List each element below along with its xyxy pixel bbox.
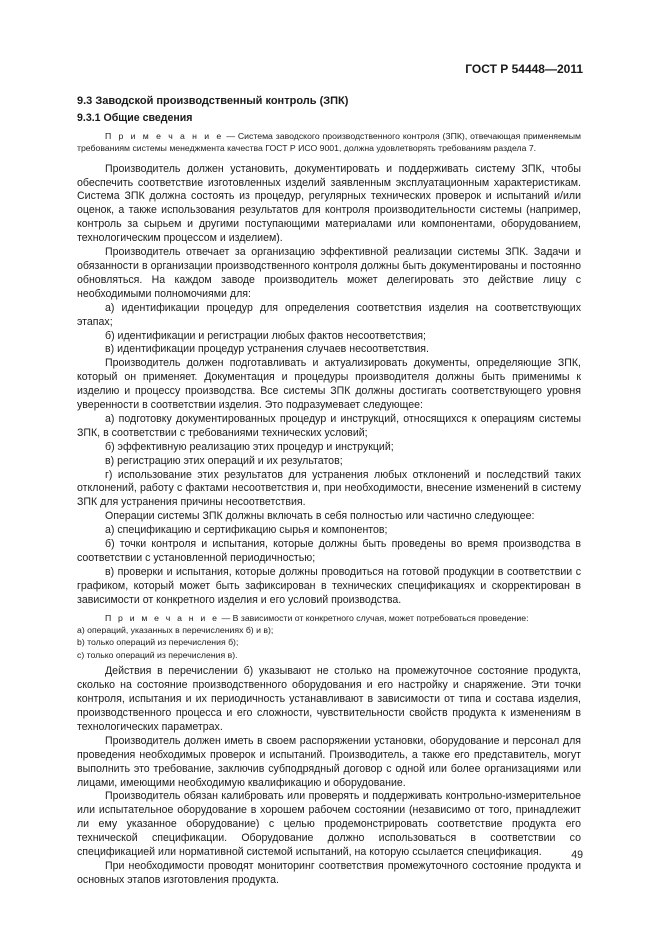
list-item: в) проверки и испытания, которые должны проводиться на готовой продукции в соответствии с графиком, который может быть зафиксирован в технических спецификациях и скорректирован в зависимости от конкретного изделия и его условий производства. xyxy=(77,565,581,606)
list-item: в) регистрацию этих операций и их результатов; xyxy=(105,454,343,467)
note-2 xyxy=(77,612,581,624)
note-label: П р и м е ч а н и е xyxy=(105,612,220,623)
page-header: ГОСТ Р 54448—2011 xyxy=(465,62,583,76)
paragraph: Производитель отвечает за организацию эффективной реализации системы ЗПК. Задачи и обязанности в организации производственного контроля должны быть документированы и постоянно обновляться. На каждом заводе производитель может делегировать это действие лицу с необходимыми полномочиями для: xyxy=(77,246,581,300)
paragraph: Операции системы ЗПК должны включать в себя полностью или частично следующее: xyxy=(105,510,535,523)
paragraph: При необходимости проводят мониторинг соответствия промежуточного состояние продукта и основных этапов изготовления продукта. xyxy=(77,859,581,886)
paragraph: Производитель должен иметь в своем распоряжении установки, оборудование и персонал для проведения необходимых проверок и испытаний. Производитель, а также его представитель, могут выполнить это требование, заключив субподрядный договор с одной или более организациями или лицами, имеющими необходимую квалификацию и оборудование. xyxy=(77,734,581,789)
list-item: а) идентификации процедур для определения соответствия изделия на соответствующих этапах; xyxy=(77,301,581,328)
note-text: — Система заводского производственного контроля (ЗПК), отвечающая применяемым требованиям системы менеджмента качества ГОСТ Р ИСО 9001, должна удовлетворять требованиям раздела 7. xyxy=(77,130,581,154)
list-item: б) точки контроля и испытания, которые должны быть проведены во время производства в соответствии с установленной периодичностью; xyxy=(77,538,581,564)
section-title: 9.3 Заводской производственный контроль (ЗПК) xyxy=(77,95,349,107)
note-label: П р и м е ч а н и е xyxy=(105,130,224,141)
list-item: в) идентификации процедур устранения случаев несоответствия. xyxy=(105,343,429,356)
subsection-title: 9.3.1 Общие сведения xyxy=(77,111,193,124)
list-item: б) идентификации и регистрации любых фактов несоответствия; xyxy=(105,329,426,342)
list-item: а) подготовку документированных процедур и инструкций, относящихся к операциям системы ЗПК, в соответствии с требованиями технических условий; xyxy=(77,412,581,439)
paragraph: Производитель обязан калибровать или проверять и поддерживать контрольно-измерительное или испытательное оборудование в хорошем рабочем состоянии (независимо от того, принадлежит ли ему указанное оборудование) с целью продемонстрировать соответствие продукта его технической спецификации. Оборудование должно использоваться в соответствии со спецификацией или нормативной системой испытаний, на которую ссылается спецификация. xyxy=(77,790,581,859)
document-body xyxy=(77,95,581,888)
note-list-item: а) операций, указанных в перечислениях б) и в); xyxy=(77,625,274,636)
page-number: 49 xyxy=(571,849,583,861)
list-item: а) спецификацию и сертификацию сырья и компонентов; xyxy=(105,524,388,537)
note-list-item: c) только операций из перечисления в). xyxy=(77,649,238,660)
paragraph: Действия в перечислении б) указывают не столько на промежуточное состояние продукта, сколько на состояние производственного оборудования и его настройку и снаряжение. Эти точки контроля, испытания и их периодичность устанавливают в зависимости от типа и состава изделия, производственного процесса и его сложности, чувствительности свойств продукта к изменениям в технологических параметрах. xyxy=(77,665,581,733)
list-item: г) использование этих результатов для устранения любых отклонений и последствий таких отклонений, работу с фактами несоответствия и, при необходимости, внесение изменений в систему ЗПК для устранения причины несоответствия. xyxy=(77,468,581,509)
paragraph: Производитель должен подготавливать и актуализировать документы, определяющие ЗПК, который он применяет. Документация и процедуры производителя должны быть применимы к изделию и процессу производства. Все системы ЗПК должны достигать соответствующего уровня уверенности в соответствии изделия. Это подразумевает следующее: xyxy=(77,357,581,412)
list-item: б) эффективную реализацию этих процедур и инструкций; xyxy=(105,440,394,453)
note-text: — В зависимости от конкретного случая, может потребоваться проведение: xyxy=(219,612,529,623)
paragraph: Производитель должен установить, документировать и поддерживать систему ЗПК, чтобы обеспечить соответствие изготовленных изделий заявленным эксплуатационным характеристикам. Система ЗПК должна состоять из процедур, регулярных технических проверок и испытаний и/или оценок, а также использования результатов для контроля производительности системы (например, контроль за сырьем и другими поступающими материалами или компонентами, оборудованием, технологическим процессом и изделием). xyxy=(77,162,581,245)
note-1 xyxy=(77,130,581,155)
note-list-item: b) только операций из перечисления б); xyxy=(77,637,239,648)
